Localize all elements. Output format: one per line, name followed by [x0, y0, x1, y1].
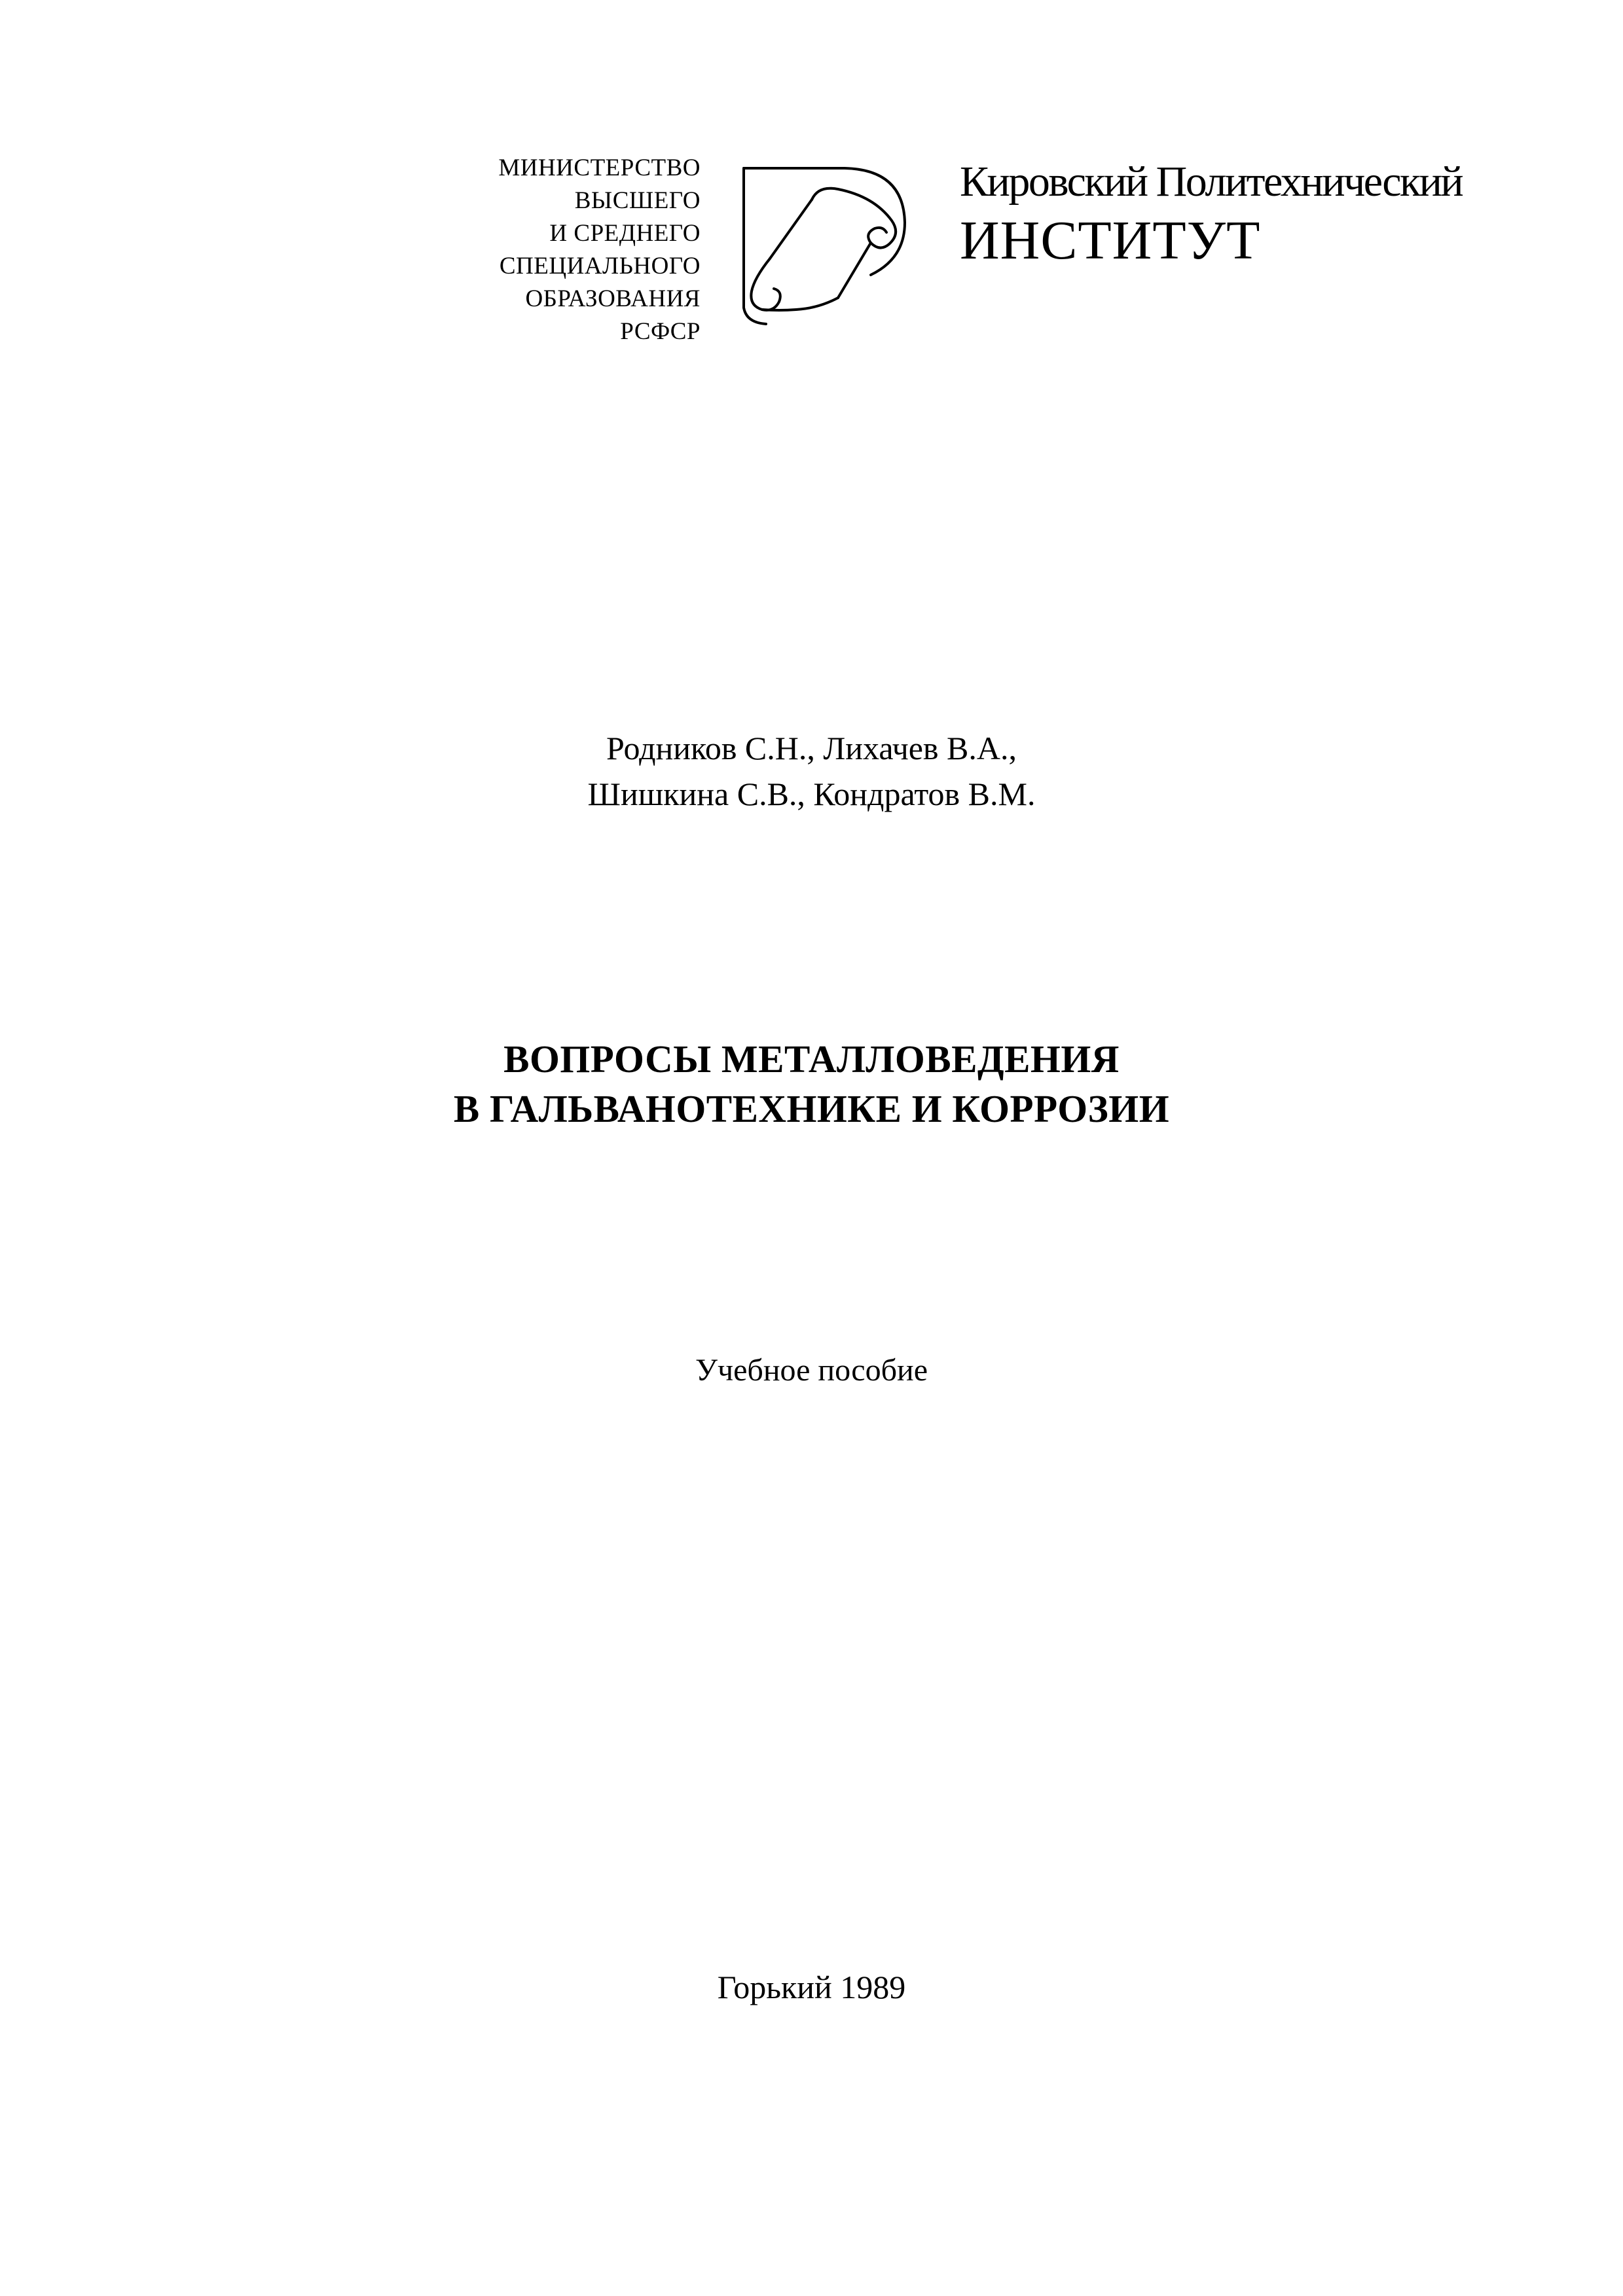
scroll-emblem-icon — [740, 160, 910, 334]
ministry-line: ВЫСШЕГО — [574, 187, 701, 214]
ministry-line: МИНИСТЕРСТВО — [498, 154, 701, 181]
place-year: Горький 1989 — [717, 1969, 906, 2005]
institute-block — [960, 156, 1549, 272]
ministry-line: РСФСР — [620, 318, 701, 345]
institute-kind: ИНСТИТУТ — [960, 210, 1261, 271]
ministry-block — [432, 152, 701, 348]
author-line: Шишкина С.В., Кондратов В.М. — [587, 776, 1036, 812]
ministry-line: И СРЕДНЕГО — [549, 220, 701, 247]
ministry-line: СПЕЦИАЛЬНОГО — [499, 253, 701, 279]
ministry-line: ОБРАЗОВАНИЯ — [525, 285, 701, 312]
title-line: В ГАЛЬВАНОТЕХНИКЕ И КОРРОЗИИ — [453, 1087, 1170, 1130]
author-line: Родников С.Н., Лихачев В.А., — [606, 730, 1017, 766]
document-subtitle: Учебное пособие — [695, 1353, 928, 1388]
document-title — [0, 1034, 1623, 1134]
authors-block — [0, 725, 1623, 817]
institute-name: Кировский Политехнический — [960, 158, 1463, 206]
title-line: ВОПРОСЫ МЕТАЛЛОВЕДЕНИЯ — [503, 1037, 1120, 1081]
